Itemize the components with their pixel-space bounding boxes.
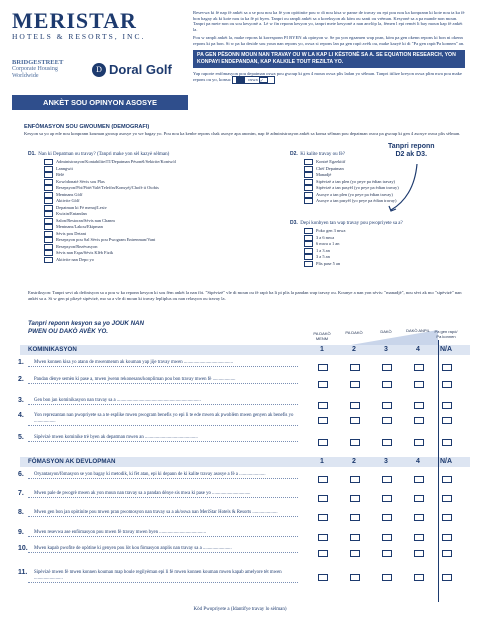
d1-option[interactable]: Resepsyon/Pòt/Pòtè/Valè/Telefòn/Konsyèj/Chofè ti Otobis — [44, 185, 273, 192]
rating-checkbox[interactable] — [318, 417, 328, 424]
checkbox[interactable] — [44, 192, 53, 198]
d3-option[interactable]: 1 a 3 an — [304, 248, 465, 255]
rating-checkbox[interactable] — [350, 364, 360, 371]
item-number: 5. — [18, 434, 24, 441]
scale-number: N/A — [439, 458, 453, 465]
scale-number: 3 — [384, 346, 388, 353]
item-text: Pandan dènye semèn ki pase a, mwen jwenn rekonesans/konpliman pou bon travay mwen fè ................... — [28, 377, 298, 384]
rating-checkbox[interactable] — [442, 574, 452, 581]
scale-label: DAKÒ — [380, 329, 392, 334]
section-title: KOMINIKASYON — [28, 346, 77, 353]
rating-checkbox[interactable] — [318, 439, 328, 446]
d1-option[interactable]: Bèlè — [44, 172, 273, 179]
d2-option[interactable]: Manadjè — [304, 172, 465, 179]
d3-option[interactable]: Plis pase 5 an — [304, 261, 465, 268]
checkbox[interactable] — [304, 248, 313, 254]
rating-checkbox[interactable] — [442, 514, 452, 521]
intro-paragraph-3: Yap raporte enfòmasyon pou depatman oswa pou gwoup ki gen 4 moun oswa plis ladan yo sèlman. Tanpri itilize kreyon oswa plim nwa pou make repons ou yo, konsa: oswa ✓ — [193, 70, 462, 84]
scale-number: 2 — [352, 346, 356, 353]
demographic-title: ENFÒMASYON SOU GWOUMEN (DEMOGRAFI) — [24, 124, 150, 130]
demographic-description: Kesyon sa yo ap ede nou konprann kouman gwoup asosye yo we bagay yo. Pou nou ka kenbe repons chak asosye apa anonim, nap fè administrasyon ankèt sa konsa sèlman pou depatman oswa pa gwoup ki gen 4 asosye oswa plis sèlman. — [24, 131, 461, 136]
d1-option[interactable]: Aktivite nan Depo yo — [44, 257, 273, 264]
rating-checkbox[interactable] — [350, 381, 360, 388]
rating-item — [18, 509, 298, 517]
filled-box-sample — [236, 77, 245, 83]
rating-checkbox[interactable] — [350, 514, 360, 521]
checked-box-sample: ✓ — [259, 77, 268, 83]
checkbox[interactable] — [44, 159, 53, 165]
doral-golf-logo: D Doral Golf — [92, 62, 172, 77]
rating-checkbox[interactable] — [318, 574, 328, 581]
d1-option[interactable]: Mentnans/Lakou/Ekipman — [44, 224, 273, 231]
d1-option[interactable]: Kwizin/Entandan — [44, 211, 273, 218]
scale-number: 4 — [416, 346, 420, 353]
scale-number: N/A — [439, 346, 453, 353]
item-number: 11. — [18, 569, 28, 576]
rating-checkbox[interactable] — [442, 381, 452, 388]
d3-option[interactable]: 3 a 5 an — [304, 254, 465, 261]
d1-option[interactable]: Mentnans Gòlf — [44, 192, 273, 199]
checkbox[interactable] — [304, 228, 313, 234]
rating-item — [18, 412, 298, 426]
item-number: 6. — [18, 471, 24, 478]
checkbox[interactable] — [44, 179, 53, 185]
item-text: Mwen resevwa ase enfòmasyon pou mwen fè travay mwen byen ....................................... — [28, 530, 298, 537]
d3-option[interactable]: 6 mwa a 1 an — [304, 241, 465, 248]
d1-option[interactable]: Sèvis pou Detant — [44, 231, 273, 238]
checkbox[interactable] — [304, 159, 313, 165]
item-text: Mwen konnen kisa yo atann de mwenmenm ak kouman yap jije travay mwen ......................................... — [28, 360, 298, 367]
rating-checkbox[interactable] — [442, 495, 452, 502]
footer-property-code: Kòd Pwopriyete a (Idantifye travay lo sèlman) — [193, 607, 287, 612]
checkbox[interactable] — [44, 205, 53, 211]
equation-notice: PA GEN PÈSONN MOUN NAN TRAVAY OU W LA KAP LI KÈSTONÈ SA A. SE EQUATION RESEARCH, YON KONPAYI ENDEPANDAN, KAP KALKILE TOUT REZILTA YO. — [193, 50, 465, 68]
rating-checkbox[interactable] — [414, 514, 424, 521]
scale-number: 4 — [416, 458, 420, 465]
checkbox[interactable] — [304, 198, 313, 204]
item-number: 9. — [18, 529, 24, 536]
intro-paragraph-2: Pou w ranpli ankèt la, make repons ki koresponn PI BYEN ak opinyon w. Se pa yon egzamen wap pran, kòm pa gen okenn repons ki bon ni okenn repons ki pa bon. Si w pa ka deside sou youn nan repons yo, oswa si repons lan pa gen rapò avèk ou, make kazyè ki di "Pa gen rapò/Pa konnen" an. — [193, 35, 465, 46]
scale-number: 3 — [384, 458, 388, 465]
rating-item — [18, 397, 298, 405]
d1-option[interactable]: Resepsyon/Rezèvasyon — [44, 244, 273, 251]
rating-checkbox[interactable] — [350, 439, 360, 446]
item-number: 1. — [18, 359, 24, 366]
checkbox[interactable] — [304, 235, 313, 241]
question-d1: D1. Nan ki Depatman ou travay? (Tanpri make yon sèl kazyè sèlman) Administrasyon/Kontabilite/IT/Depatman Pèsonèl/Sekirite/Kontwòl Lanngwit Bèlè Kowòdonatè Sèvis sou Plas Resepsyon/Pòt/Pòtè/Valè/Telefòn/Konsyèj/Chofè ti Otobis Mentnans Gòlf Aktivite Gòlf Depatman ki Fè menaj/Lesiv Kwizin/Entandan Salon/Restoran/Sèvis nan Chanm Mentnans/Lakou/Ekipman Sèvis pou Detant Resepsyon pou Sal Sèvis pou Pwogram Entrenman/Vant Resepsyon/Rezèvasyon Sèvis nan Espa/Sèvis Klèb Fizik Aktivite nan Depo yo — [28, 151, 273, 263]
rating-item — [18, 569, 298, 583]
scale-number: 2 — [352, 458, 356, 465]
d2-option[interactable]: Kontrè Egzekitif — [304, 159, 465, 166]
item-text: Oryantasyon/fòmasyon se yon bagay ki metodik, ki fèt atan, epi ki depann de ki kalite travay asosye a fè a ...................... — [28, 472, 298, 479]
checkbox[interactable] — [44, 244, 53, 250]
d1-option[interactable]: Administrasyon/Kontabilite/IT/Depatman Pèsonèl/Sekirite/Kontwòl — [44, 159, 273, 166]
d1-option[interactable]: Aktivite Gòlf — [44, 198, 273, 205]
rating-item — [18, 471, 298, 479]
checkbox[interactable] — [44, 172, 53, 178]
checkbox[interactable] — [304, 185, 313, 191]
rating-checkbox[interactable] — [382, 402, 392, 409]
bridgestreet-logo: BRIDGESTREET Corporate Housing Worldwide — [12, 59, 64, 79]
section-title: FÒMASYON AK DEVLOPMAN — [28, 458, 116, 465]
item-text: Gen bon jan kominikasyon nan travay sa a ...................................................................... — [28, 398, 298, 405]
rating-checkbox[interactable] — [414, 381, 424, 388]
checkbox[interactable] — [44, 198, 53, 204]
rating-item — [18, 359, 298, 367]
rating-item — [18, 434, 298, 442]
rating-checkbox[interactable] — [382, 364, 392, 371]
rating-item — [18, 376, 298, 384]
intro-paragraph-1: Resevwa ki fè nap fè ankèt sa a se pou nou ka fè yon opòtinite pou w di nou kisa w panse de travay ou epi pou nou ka konprann ki kote nou ta ka fè bon bagay ak ki kote nou ta ka fè pi byen. Tanpri ou ranpli ankèt sa a koreksyon ak kòm ou santi ou vrèman. Kesyonè sa a pa mande non moun. Tanpri pa mete non ou sou kesyonè a. Lè w fin reponn kesyon yo, tanpri mete kesyonè a nan anvlòp la, fèmen l epi remèt li bay moun kap fè ankèt la. — [193, 10, 465, 32]
item-text: Yon reprezantan nan pwopriyete sa a te esplike mwen pwogram benefis yo epi li te ede mwen ak pwoblèm mwen genyen ak benefis yo .................. — [28, 413, 298, 426]
survey-title: ANKÈT SOU OPINYON ASOSYE — [12, 95, 188, 110]
checkbox[interactable] — [304, 172, 313, 178]
section-header — [20, 345, 470, 355]
rating-checkbox[interactable] — [382, 514, 392, 521]
doral-badge-icon: D — [92, 63, 106, 77]
rating-checkbox[interactable] — [318, 364, 328, 371]
rating-checkbox[interactable] — [350, 476, 360, 483]
checkbox[interactable] — [304, 179, 313, 185]
rating-item — [18, 529, 298, 537]
rating-checkbox[interactable] — [414, 364, 424, 371]
rating-checkbox[interactable] — [350, 550, 360, 557]
item-number: 7. — [18, 490, 24, 497]
rating-checkbox[interactable] — [382, 381, 392, 388]
item-text: Mwen gen bon jan opòtinite pou mwen pran pwomosyon nan travay sa a ak/oswa nan MeriStar Hotels & Resorts ..................... — [28, 510, 298, 517]
rating-checkbox[interactable] — [414, 550, 424, 557]
rating-checkbox[interactable] — [414, 574, 424, 581]
rating-checkbox[interactable] — [414, 534, 424, 541]
rating-checkbox[interactable] — [442, 476, 452, 483]
rating-checkbox[interactable] — [382, 495, 392, 502]
rating-checkbox[interactable] — [318, 476, 328, 483]
checkbox[interactable] — [44, 250, 53, 256]
d1-option[interactable]: Salon/Restoran/Sèvis nan Chanm — [44, 218, 273, 225]
d2-option[interactable]: Sipèvizè a tan plen (yo peye pa èdtan travay) — [304, 179, 465, 186]
rating-checkbox[interactable] — [442, 364, 452, 371]
d2-option[interactable]: Asosye a tan plen (yo peye pa èdtan travay) — [304, 192, 465, 199]
checkbox[interactable] — [304, 261, 313, 267]
rating-checkbox[interactable] — [318, 381, 328, 388]
scale-label: PA DAKÒ — [345, 330, 363, 335]
rating-checkbox[interactable] — [442, 534, 452, 541]
item-number: 4. — [18, 412, 24, 419]
rating-checkbox[interactable] — [350, 402, 360, 409]
rating-item — [18, 545, 298, 553]
checkbox[interactable] — [44, 185, 53, 191]
na-divider — [438, 340, 439, 602]
item-text: Mwen pale de pwogrè mwen ak yon moun nan travay sa a pandan dènye sis mwa ki pase yo ................................ — [28, 491, 298, 498]
d3-option[interactable]: Poko gen 3 mwa — [304, 228, 465, 235]
d2-option[interactable]: Chèf Depatman — [304, 166, 465, 173]
d1-option[interactable]: Kowòdonatè Sèvis sou Plas — [44, 179, 273, 186]
question-d3: D3. Depi konbyen tan wap travay pou pwopriyete sa a? Poko gen 3 mwa 3 a 6 mwa 6 mwa a 1 an 1 a 3 an 3 a 5 an Plis pase 5 an — [290, 220, 465, 267]
rating-checkbox[interactable] — [414, 495, 424, 502]
d1-option[interactable]: Lanngwit — [44, 166, 273, 173]
d1-option[interactable]: Resepsyon pou Sal Sèvis pou Pwogram Entrenman/Vant — [44, 237, 273, 244]
rating-checkbox[interactable] — [442, 402, 452, 409]
meristar-subtitle: HOTELS & RESORTS, INC. — [12, 32, 146, 41]
rating-checkbox[interactable] — [318, 534, 328, 541]
checkbox[interactable] — [44, 237, 53, 243]
checkbox[interactable] — [44, 224, 53, 230]
scale-label: PA DAKÒ MENM — [313, 331, 331, 341]
section-header — [20, 457, 470, 467]
rating-checkbox[interactable] — [442, 417, 452, 424]
rating-checkbox[interactable] — [350, 417, 360, 424]
rating-checkbox[interactable] — [414, 402, 424, 409]
checkbox[interactable] — [44, 218, 53, 224]
instructions-text: Enstriksyon: Tanpri sevi ak definisyon sa a pou w ka reponn kesyon ki sou fèm ankèt la nan fòt. "Sipèvizè" vle di moun ou fè rapò ba li pi plis la pandan wap travay ou. Kounye a nan yon sèvis: "manadjè", nou sèvi ak mo "sipèvizè" nan ankèt sa a. Si w gen pi plizyè sipèvizè, mo sa a vle di moun ki travay lepliplus ou nan relasyon ou travay la. — [28, 290, 462, 301]
item-text: Sipèvizè mwen kominike trè byen ak depatman mwen an ............................................ — [28, 435, 298, 442]
rating-checkbox[interactable] — [442, 550, 452, 557]
rating-checkbox[interactable] — [350, 534, 360, 541]
rating-checkbox[interactable] — [318, 402, 328, 409]
checkbox[interactable] — [44, 257, 53, 263]
checkbox[interactable] — [304, 192, 313, 198]
item-number: 2. — [18, 376, 24, 383]
scale-number: 1 — [320, 458, 324, 465]
rating-checkbox[interactable] — [382, 550, 392, 557]
checkbox[interactable] — [304, 241, 313, 247]
scale-number: 1 — [320, 346, 324, 353]
rating-checkbox[interactable] — [382, 534, 392, 541]
rating-heading: Tanpri reponn kesyon sa yo JOUK NAN PWEN OU DAKÒ AVÈK YO. — [28, 320, 144, 335]
rating-checkbox[interactable] — [382, 439, 392, 446]
rating-checkbox[interactable] — [318, 550, 328, 557]
rating-checkbox[interactable] — [442, 439, 452, 446]
rating-checkbox[interactable] — [318, 495, 328, 502]
rating-checkbox[interactable] — [382, 574, 392, 581]
rating-checkbox[interactable] — [350, 574, 360, 581]
d3-option[interactable]: 3 a 6 mwa — [304, 235, 465, 242]
item-number: 10. — [18, 545, 28, 552]
d2-option[interactable]: Asosye a tan pasyèl (yo peye pa èdtan travay) — [304, 198, 465, 205]
scale-label: DAKÒ ANPIL — [406, 328, 430, 333]
rating-checkbox[interactable] — [414, 476, 424, 483]
item-text: Sipèvizè mwen fè mwen konnen kouman map boule regilyèman epi li fè mwen konnen kouman mwen kapab amelyore tèt mwen ........................ — [28, 570, 298, 583]
checkbox[interactable] — [304, 254, 313, 260]
d2-option[interactable]: Sipèvizè a tan pasyèl (yo peye pa èdtan travay) — [304, 185, 465, 192]
rating-item — [18, 490, 298, 498]
checkbox[interactable] — [44, 166, 53, 172]
item-number: 3. — [18, 397, 24, 404]
d2-d3-note: Tanpri reponn D2 ak D3. — [388, 143, 435, 158]
meristar-logo: MERISTAR — [12, 8, 137, 33]
sample-marking: oswa ✓ — [232, 76, 275, 84]
d1-option[interactable]: Sèvis nan Espa/Sèvis Klèb Fizik — [44, 250, 273, 257]
rating-checkbox[interactable] — [382, 476, 392, 483]
rating-checkbox[interactable] — [382, 417, 392, 424]
rating-checkbox[interactable] — [318, 514, 328, 521]
item-number: 8. — [18, 509, 24, 516]
d1-option[interactable]: Depatman ki Fè menaj/Lesiv — [44, 205, 273, 212]
intro-text — [193, 10, 465, 87]
rating-checkbox[interactable] — [414, 417, 424, 424]
checkbox[interactable] — [44, 231, 53, 237]
question-d2: D2. Ki kalite travay ou fè? Kontrè Egzekitif Chèf Depatman Manadjè Sipèvizè a tan plen (yo peye pa èdtan travay) Sipèvizè a tan pasyèl (yo peye pa èdtan travay) Asosye a tan plen (yo peye pa èdtan travay) Asosye a tan pasyèl (yo peye pa èdtan travay) — [290, 151, 465, 205]
scale-label: Pa gen rapò/ Pa konnen — [434, 329, 458, 339]
rating-checkbox[interactable] — [350, 495, 360, 502]
checkbox[interactable] — [44, 211, 53, 217]
rating-checkbox[interactable] — [414, 439, 424, 446]
item-text: Mwen kapab pwofite de opòtine ki genyen pou lòt kou fòmasyon anplis nan travay sa a ........................ — [28, 546, 298, 553]
checkbox[interactable] — [304, 166, 313, 172]
